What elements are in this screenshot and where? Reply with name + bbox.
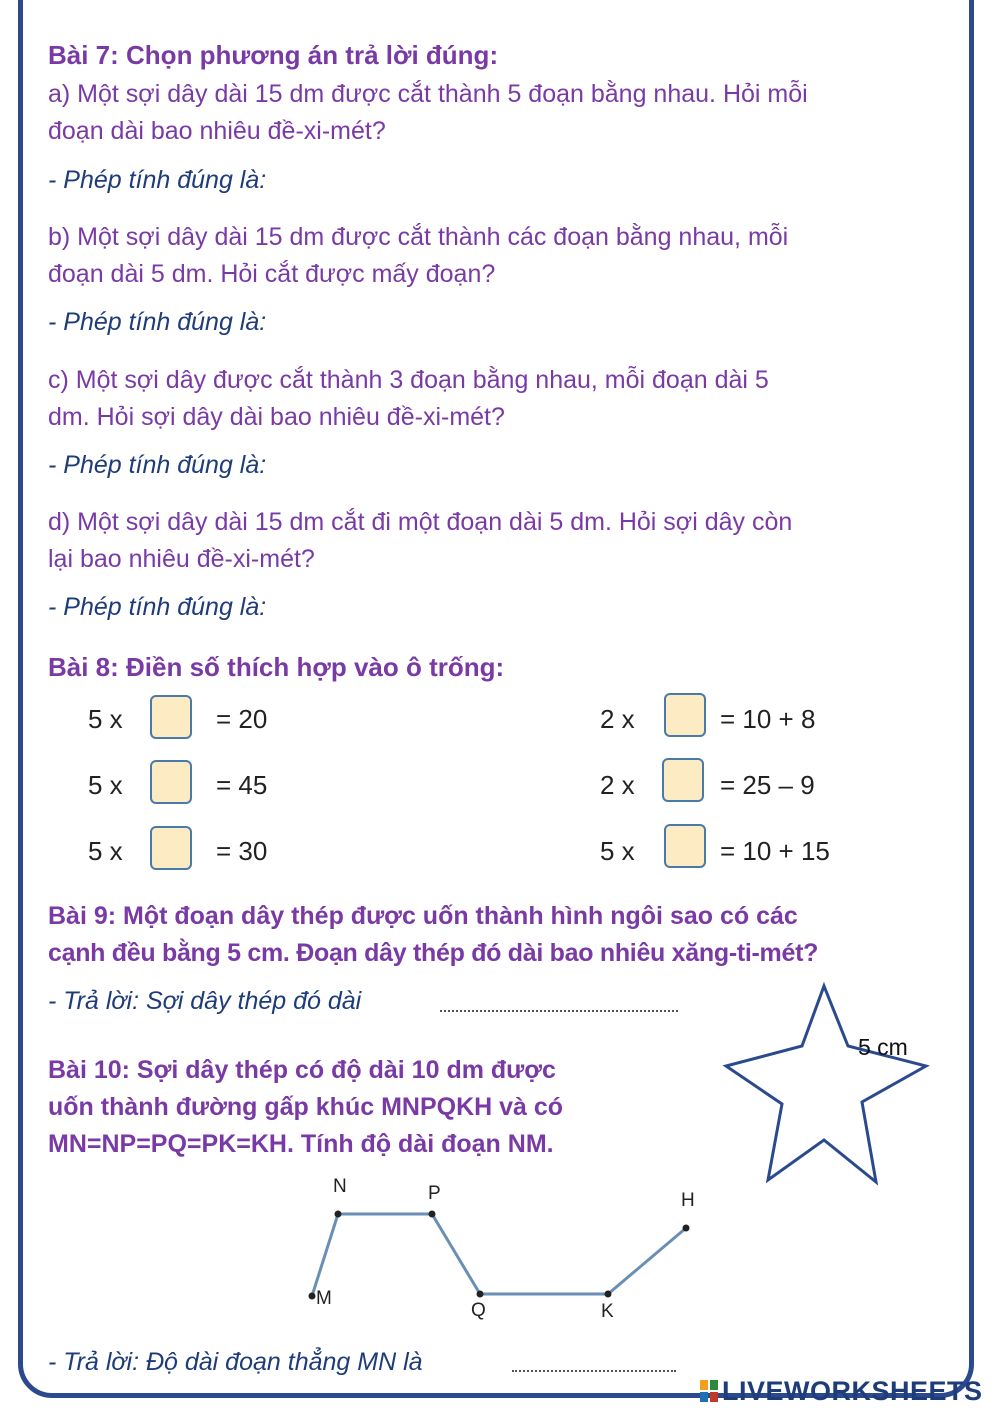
liveworksheets-logo [700,1376,983,1407]
bai9-line1: Bài 9: Một đoạn dây thép được uốn thành hình ngôi sao có các [48,902,798,930]
point-q [477,1291,484,1298]
bai10-line3: MN=NP=PQ=PK=KH. Tính độ dài đoạn NM. [48,1130,554,1158]
point-p [429,1211,436,1218]
bai10-answer-line[interactable] [512,1370,676,1372]
bai9-answer-label: - Trả lời: Sợi dây thép đó dài [48,987,362,1015]
bai8-left-op-3: 5 x [88,836,123,866]
label-m: M [316,1288,332,1309]
liveworksheets-logo-icon [700,1380,718,1402]
bai8-left-op-1: 5 x [88,704,123,734]
label-k: K [601,1301,614,1322]
bai8-right-op-1: 2 x [600,704,635,734]
bai8-left-op-2: 5 x [88,770,123,800]
bai8-right-op-3: 5 x [600,836,635,866]
polyline-path [312,1214,686,1296]
star-shape [726,986,926,1182]
bai10-line2: uốn thành đường gấp khúc MNPQKH và có [48,1093,564,1121]
bai8-answer-box[interactable] [150,826,192,870]
point-h [683,1225,690,1232]
bai8-right-rhs-3: = 10 + 15 [720,836,830,866]
bai8-left-rhs-3: = 30 [216,836,268,866]
liveworksheets-brand: LIVEWORKSHEETS [722,1376,983,1406]
point-m [309,1293,316,1300]
bai8-right-rhs-2: = 25 – 9 [720,770,815,800]
bai7-b-line1: b) Một sợi dây dài 15 dm được cắt thành các đoạn bằng nhau, mỗi [48,223,789,251]
bai7-c-line2: dm. Hỏi sợi dây dài bao nhiêu đề-xi-mét? [48,403,505,431]
bai7-d-answer-prompt: - Phép tính đúng là: [48,593,267,621]
star-label: 5 cm [858,1034,908,1060]
bai7-d-line2: lại bao nhiêu đề-xi-mét? [48,545,315,573]
bai10-answer-label: - Trả lời: Độ dài đoạn thẳng MN là [48,1348,423,1376]
bai8-answer-box[interactable] [150,760,192,804]
label-p: P [428,1183,441,1204]
label-n: N [333,1176,347,1197]
bai8-left-rhs-1: = 20 [216,704,268,734]
bai9-line2: cạnh đều bằng 5 cm. Đoạn dây thép đó dài bao nhiêu xăng-ti-mét? [48,939,819,967]
bai7-b-answer-prompt: - Phép tính đúng là: [48,308,267,336]
label-h: H [681,1190,695,1211]
bai7-c-line1: c) Một sợi dây được cắt thành 3 đoạn bằng nhau, mỗi đoạn dài 5 [48,366,769,394]
polyline-figure [290,1170,710,1330]
bai8-answer-box[interactable] [150,695,192,739]
bai8-answer-box[interactable] [662,758,704,802]
bai7-c-answer-prompt: - Phép tính đúng là: [48,451,267,479]
bai7-a-answer-prompt: - Phép tính đúng là: [48,166,267,194]
bai9-answer-line[interactable] [440,1010,678,1012]
bai8-answer-box[interactable] [664,824,706,868]
bai7-a-line2: đoạn dài bao nhiêu đề-xi-mét? [48,117,386,145]
point-n [335,1211,342,1218]
point-k [605,1291,612,1298]
label-q: Q [471,1300,486,1321]
bai8-answer-box[interactable] [664,693,706,737]
bai8-right-op-2: 2 x [600,770,635,800]
bai8-right-rhs-1: = 10 + 8 [720,704,816,734]
bai8-left-rhs-2: = 45 [216,770,268,800]
bai7-b-line2: đoạn dài 5 dm. Hỏi cắt được mấy đoạn? [48,260,496,288]
bai8-title: Bài 8: Điền số thích hợp vào ô trống: [48,652,505,682]
bai10-line1: Bài 10: Sợi dây thép có độ dài 10 dm được [48,1056,556,1084]
bai7-title: Bài 7: Chọn phương án trả lời đúng: [48,40,499,70]
bai7-a-line1: a) Một sợi dây dài 15 dm được cắt thành 5 đoạn bằng nhau. Hỏi mỗi [48,80,808,108]
bai7-d-line1: d) Một sợi dây dài 15 dm cắt đi một đoạn dài 5 dm. Hỏi sợi dây còn [48,508,793,536]
star-figure [720,980,940,1190]
